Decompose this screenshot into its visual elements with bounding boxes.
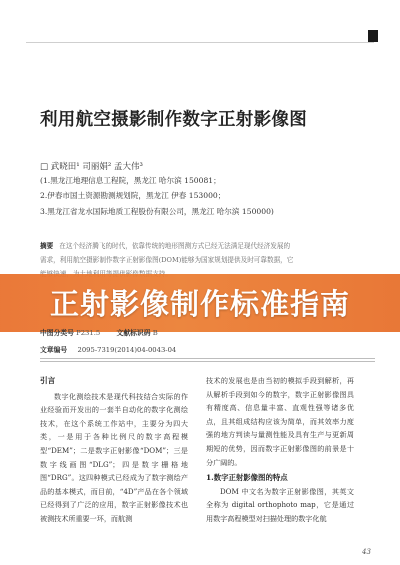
section-heading: 1.数字正射影像图的特点 [206, 473, 288, 483]
introduction-heading: 引言 [40, 376, 56, 385]
clc-label: 中图分类号 [40, 329, 74, 337]
right-paragraph-1: 技术的发展也是由当初的模拟手段到解析，再从解析手段到如今的数字，数字正射影像图具有精度高、信息量丰富、直观性强等诸多优点，且其组成结构应该为简单，而其效率力度强的地方判读与量测性能及具有生产与更新周期短的优势，因而数字正射影像图的前景是十分广阔的。 [206, 376, 354, 467]
doc-code-label: 文献标识码 [116, 329, 151, 337]
abstract-text-1: 在这个经济腾飞的时代，依靠传统的地形图测方式已经无法满足现代经济发展的 [59, 242, 291, 250]
right-column [206, 374, 354, 526]
page-number: 43 [362, 548, 371, 556]
classification-line [40, 327, 158, 337]
author-line: □ 武晓田¹ 司丽娟² 孟大伟³ [40, 162, 143, 172]
article-number-value: 2095-7319(2014)04-0043-04 [77, 346, 177, 354]
left-column [40, 374, 188, 526]
divider [40, 358, 375, 359]
article-title: 利用航空摄影制作数字正射影像图 [40, 110, 307, 130]
doc-code-value: B [152, 329, 158, 337]
abstract-line-1 [40, 240, 290, 250]
abstract-line-2: 需求，利用航空摄影制作数字正射影像图(DOM)能够为国家规划提供及时可靠数据，它 [40, 256, 294, 264]
affiliation-1: (1.黑龙江地理信息工程院，黑龙江 哈尔滨 150081； [40, 176, 221, 185]
clc-value: P231.5 [76, 329, 101, 337]
abstract-label: 摘要 [40, 242, 54, 250]
affiliation-3: 3.黑龙江省龙水国际地质工程股份有限公司，黑龙江 哈尔滨 150000) [40, 207, 274, 216]
top-rule [26, 42, 374, 43]
banner-title: 正射影像制作标准指南 [49, 287, 350, 321]
introduction-paragraph: 数字化测绘技术是现代科技结合实际的作业经验而开发出的一套半自动化的数字化测绘技术，在这个系统工作站中，主要分为四大类，一是用于各种比例尺的数字高程模型“DEM”；二是数字正射影像“DOM”；三是数字线画图“DLG”；四是数字栅格地图“DRG”。这四种模式已经成为了数字测绘产品的基本模式，而目前，“4D”产品在各个领域已经得到了广泛的应用，数字正射影像技术也被测技术所重要一环，而航测 [40, 391, 188, 523]
article-number-line [40, 344, 176, 354]
right-paragraph-2: DOM 中文名为数字正射影像图，其英文全称为 digital orthophoto map，它是通过用数字高程模型对扫描处理的数字化航 [206, 486, 354, 523]
article-number-label: 文章编号 [40, 346, 68, 354]
affiliation-2: 2.伊春市国土资源勘测规划院，黑龙江 伊春 153000； [40, 191, 226, 200]
divider [40, 361, 375, 362]
corner-mark [368, 30, 378, 42]
